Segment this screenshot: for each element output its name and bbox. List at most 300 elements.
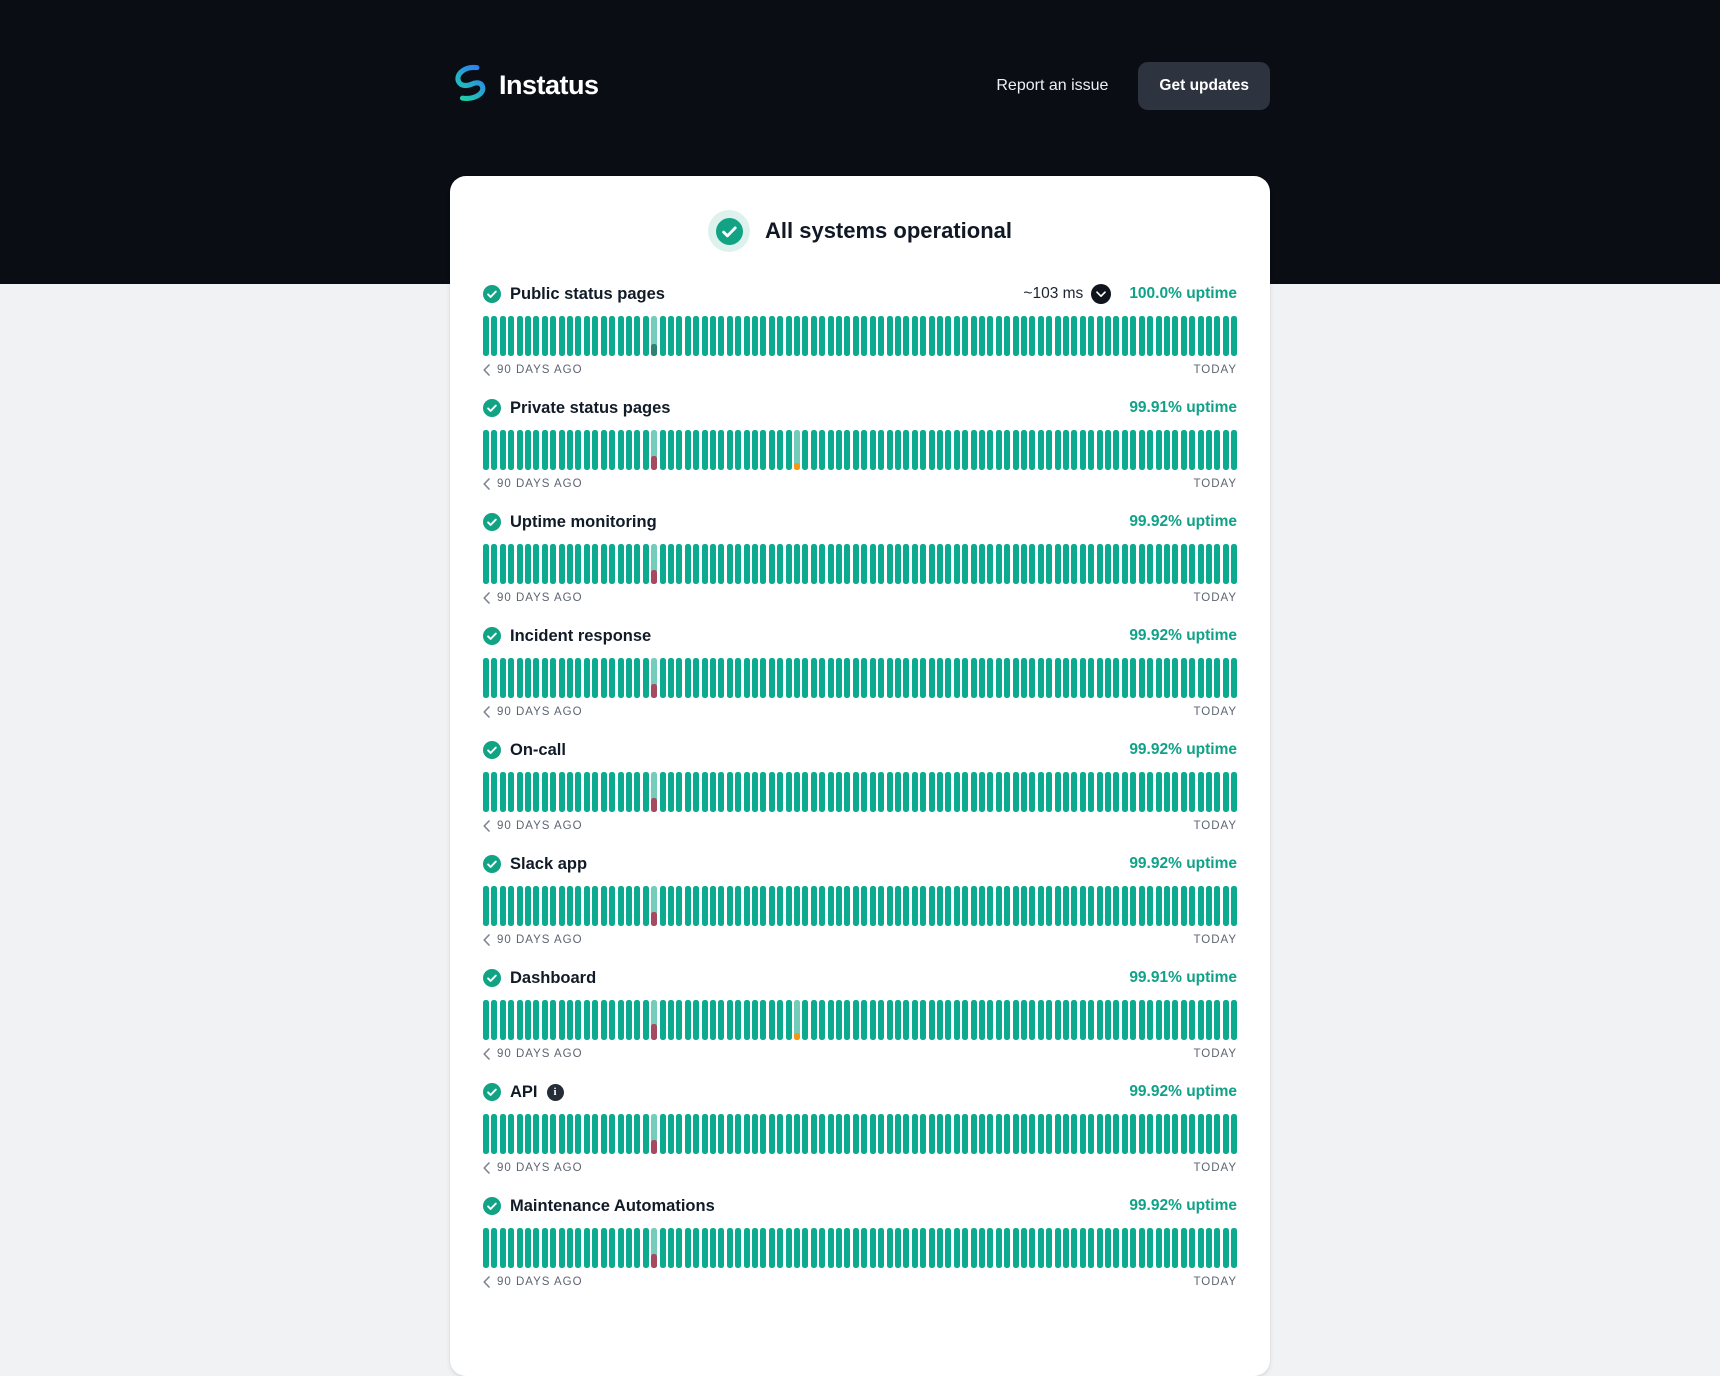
uptime-day-bar[interactable]: [1139, 1228, 1145, 1268]
uptime-day-bar[interactable]: [802, 1000, 808, 1040]
uptime-day-bar[interactable]: [777, 430, 783, 470]
uptime-day-bar[interactable]: [735, 316, 741, 356]
uptime-day-bar[interactable]: [1097, 1000, 1103, 1040]
uptime-day-bar[interactable]: [895, 430, 901, 470]
uptime-day-bar[interactable]: [491, 544, 497, 584]
uptime-day-bar[interactable]: [870, 1000, 876, 1040]
uptime-day-bar[interactable]: [1156, 886, 1162, 926]
uptime-day-bar[interactable]: [1046, 1000, 1052, 1040]
uptime-day-bar[interactable]: [584, 544, 590, 584]
uptime-day-bar[interactable]: [1113, 1000, 1119, 1040]
uptime-day-bar[interactable]: [702, 430, 708, 470]
uptime-day-bar[interactable]: [542, 886, 548, 926]
uptime-day-bar[interactable]: [500, 658, 506, 698]
uptime-day-bar[interactable]: [592, 316, 598, 356]
uptime-day-bar[interactable]: [517, 772, 523, 812]
uptime-day-bar[interactable]: [786, 1000, 792, 1040]
uptime-day-bar[interactable]: [1004, 430, 1010, 470]
uptime-day-bar[interactable]: [651, 430, 657, 470]
uptime-day-bar[interactable]: [895, 1000, 901, 1040]
uptime-day-bar[interactable]: [1164, 316, 1170, 356]
uptime-day-bar[interactable]: [962, 544, 968, 584]
uptime-day-bar[interactable]: [819, 544, 825, 584]
uptime-day-bar[interactable]: [811, 1114, 817, 1154]
chevron-left-icon[interactable]: [483, 1276, 490, 1288]
uptime-day-bar[interactable]: [727, 886, 733, 926]
uptime-day-bar[interactable]: [626, 658, 632, 698]
uptime-day-bar[interactable]: [1122, 772, 1128, 812]
uptime-day-bar[interactable]: [1156, 658, 1162, 698]
uptime-day-bar[interactable]: [954, 1114, 960, 1154]
uptime-day-bar[interactable]: [920, 430, 926, 470]
uptime-day-bar[interactable]: [1181, 544, 1187, 584]
uptime-day-bar[interactable]: [1088, 544, 1094, 584]
uptime-day-bar[interactable]: [819, 658, 825, 698]
uptime-day-bar[interactable]: [660, 1000, 666, 1040]
uptime-day-bar[interactable]: [643, 1000, 649, 1040]
uptime-day-bar[interactable]: [1029, 658, 1035, 698]
uptime-day-bar[interactable]: [987, 886, 993, 926]
uptime-day-bar[interactable]: [987, 430, 993, 470]
uptime-day-bar[interactable]: [1139, 772, 1145, 812]
uptime-day-bar[interactable]: [920, 316, 926, 356]
uptime-day-bar[interactable]: [987, 1114, 993, 1154]
uptime-day-bar[interactable]: [559, 1228, 565, 1268]
uptime-day-bar[interactable]: [634, 1228, 640, 1268]
uptime-day-bar[interactable]: [870, 1228, 876, 1268]
uptime-day-bar[interactable]: [811, 772, 817, 812]
uptime-day-bar[interactable]: [1130, 430, 1136, 470]
uptime-day-bar[interactable]: [979, 316, 985, 356]
uptime-day-bar[interactable]: [550, 658, 556, 698]
uptime-day-bar[interactable]: [618, 1000, 624, 1040]
uptime-day-bar[interactable]: [760, 430, 766, 470]
uptime-day-bar[interactable]: [1071, 544, 1077, 584]
uptime-day-bar[interactable]: [887, 772, 893, 812]
uptime-day-bar[interactable]: [542, 1228, 548, 1268]
uptime-day-bar[interactable]: [626, 1000, 632, 1040]
uptime-day-bar[interactable]: [1080, 1000, 1086, 1040]
chevron-left-icon[interactable]: [483, 1048, 490, 1060]
uptime-day-bar[interactable]: [769, 658, 775, 698]
chevron-left-icon[interactable]: [483, 364, 490, 376]
uptime-day-bar[interactable]: [777, 1000, 783, 1040]
uptime-day-bar[interactable]: [718, 430, 724, 470]
uptime-day-bar[interactable]: [945, 772, 951, 812]
uptime-day-bar[interactable]: [693, 430, 699, 470]
uptime-day-bar[interactable]: [1113, 886, 1119, 926]
uptime-day-bar[interactable]: [752, 772, 758, 812]
uptime-day-bar[interactable]: [575, 1114, 581, 1154]
uptime-day-bar[interactable]: [1046, 1228, 1052, 1268]
uptime-day-bar[interactable]: [1147, 1114, 1153, 1154]
uptime-day-bar[interactable]: [618, 1228, 624, 1268]
uptime-day-bar[interactable]: [853, 1000, 859, 1040]
uptime-day-bar[interactable]: [1147, 316, 1153, 356]
uptime-day-bar[interactable]: [559, 1114, 565, 1154]
uptime-day-bar[interactable]: [786, 430, 792, 470]
uptime-day-bar[interactable]: [517, 544, 523, 584]
uptime-day-bar[interactable]: [1139, 658, 1145, 698]
uptime-day-bar[interactable]: [735, 772, 741, 812]
uptime-day-bar[interactable]: [887, 886, 893, 926]
uptime-day-bar[interactable]: [1198, 430, 1204, 470]
uptime-day-bar[interactable]: [702, 1114, 708, 1154]
uptime-day-bar[interactable]: [1189, 316, 1195, 356]
uptime-day-bar[interactable]: [668, 886, 674, 926]
uptime-day-bar[interactable]: [1055, 1228, 1061, 1268]
uptime-day-bar[interactable]: [870, 886, 876, 926]
uptime-day-bar[interactable]: [1214, 316, 1220, 356]
uptime-day-bar[interactable]: [1055, 316, 1061, 356]
uptime-day-bar[interactable]: [769, 316, 775, 356]
uptime-day-bar[interactable]: [1139, 544, 1145, 584]
uptime-day-bar[interactable]: [592, 1228, 598, 1268]
uptime-day-bar[interactable]: [592, 658, 598, 698]
uptime-day-bar[interactable]: [483, 772, 489, 812]
uptime-day-bar[interactable]: [508, 430, 514, 470]
uptime-day-bar[interactable]: [1088, 1000, 1094, 1040]
uptime-day-bar[interactable]: [1071, 1000, 1077, 1040]
uptime-day-bar[interactable]: [1172, 1114, 1178, 1154]
uptime-day-bar[interactable]: [1046, 886, 1052, 926]
uptime-day-bar[interactable]: [786, 886, 792, 926]
uptime-day-bar[interactable]: [752, 430, 758, 470]
uptime-day-bar[interactable]: [601, 772, 607, 812]
uptime-day-bar[interactable]: [760, 544, 766, 584]
uptime-day-bar[interactable]: [1105, 658, 1111, 698]
uptime-day-bar[interactable]: [744, 1000, 750, 1040]
uptime-day-bar[interactable]: [861, 1000, 867, 1040]
uptime-day-bar[interactable]: [945, 658, 951, 698]
uptime-day-bar[interactable]: [1181, 772, 1187, 812]
uptime-day-bar[interactable]: [1080, 430, 1086, 470]
uptime-day-bar[interactable]: [651, 772, 657, 812]
uptime-day-bar[interactable]: [794, 316, 800, 356]
uptime-day-bar[interactable]: [651, 886, 657, 926]
uptime-day-bar[interactable]: [1147, 430, 1153, 470]
uptime-day-bar[interactable]: [836, 430, 842, 470]
uptime-day-bar[interactable]: [533, 1228, 539, 1268]
uptime-day-bar[interactable]: [626, 544, 632, 584]
uptime-day-bar[interactable]: [525, 1228, 531, 1268]
uptime-day-bar[interactable]: [727, 544, 733, 584]
uptime-day-bar[interactable]: [887, 430, 893, 470]
uptime-day-bar[interactable]: [844, 544, 850, 584]
uptime-day-bar[interactable]: [517, 658, 523, 698]
uptime-day-bar[interactable]: [802, 1114, 808, 1154]
uptime-day-bar[interactable]: [735, 658, 741, 698]
uptime-day-bar[interactable]: [651, 658, 657, 698]
uptime-day-bar[interactable]: [491, 772, 497, 812]
uptime-day-bar[interactable]: [710, 1228, 716, 1268]
uptime-day-bar[interactable]: [996, 1114, 1002, 1154]
uptime-day-bar[interactable]: [508, 658, 514, 698]
uptime-day-bar[interactable]: [1004, 658, 1010, 698]
uptime-day-bar[interactable]: [811, 658, 817, 698]
uptime-day-bar[interactable]: [1122, 658, 1128, 698]
uptime-day-bar[interactable]: [1223, 316, 1229, 356]
uptime-day-bar[interactable]: [962, 658, 968, 698]
uptime-day-bar[interactable]: [567, 1228, 573, 1268]
uptime-day-bar[interactable]: [525, 1000, 531, 1040]
uptime-day-bar[interactable]: [727, 772, 733, 812]
uptime-day-bar[interactable]: [634, 658, 640, 698]
uptime-day-bar[interactable]: [1147, 772, 1153, 812]
uptime-day-bar[interactable]: [1130, 772, 1136, 812]
uptime-day-bar[interactable]: [1105, 430, 1111, 470]
uptime-day-bar[interactable]: [836, 1228, 842, 1268]
uptime-day-bar[interactable]: [1214, 430, 1220, 470]
uptime-day-bar[interactable]: [1156, 1000, 1162, 1040]
uptime-day-bar[interactable]: [752, 886, 758, 926]
uptime-day-bar[interactable]: [878, 658, 884, 698]
uptime-day-bar[interactable]: [567, 1000, 573, 1040]
uptime-day-bar[interactable]: [1122, 1114, 1128, 1154]
uptime-day-bar[interactable]: [1063, 544, 1069, 584]
uptime-day-bar[interactable]: [1088, 772, 1094, 812]
uptime-day-bar[interactable]: [1021, 544, 1027, 584]
uptime-day-bar[interactable]: [559, 1000, 565, 1040]
uptime-day-bar[interactable]: [542, 544, 548, 584]
uptime-day-bar[interactable]: [1189, 658, 1195, 698]
uptime-day-bar[interactable]: [1038, 1114, 1044, 1154]
uptime-day-bar[interactable]: [710, 1000, 716, 1040]
uptime-day-bar[interactable]: [752, 1000, 758, 1040]
uptime-day-bar[interactable]: [1214, 1114, 1220, 1154]
uptime-day-bar[interactable]: [1164, 544, 1170, 584]
uptime-day-bar[interactable]: [533, 430, 539, 470]
uptime-day-bar[interactable]: [777, 886, 783, 926]
uptime-day-bar[interactable]: [727, 316, 733, 356]
uptime-day-bar[interactable]: [1147, 886, 1153, 926]
uptime-day-bar[interactable]: [693, 544, 699, 584]
uptime-day-bar[interactable]: [1071, 886, 1077, 926]
uptime-day-bar[interactable]: [861, 1228, 867, 1268]
uptime-day-bar[interactable]: [1181, 316, 1187, 356]
uptime-day-bar[interactable]: [735, 1000, 741, 1040]
uptime-day-bar[interactable]: [769, 772, 775, 812]
chevron-left-icon[interactable]: [483, 934, 490, 946]
uptime-day-bar[interactable]: [643, 658, 649, 698]
uptime-day-bar[interactable]: [1071, 1114, 1077, 1154]
uptime-day-bar[interactable]: [525, 658, 531, 698]
uptime-day-bar[interactable]: [525, 316, 531, 356]
get-updates-button[interactable]: Get updates: [1138, 62, 1270, 110]
uptime-day-bar[interactable]: [1071, 430, 1077, 470]
uptime-day-bar[interactable]: [870, 316, 876, 356]
uptime-day-bar[interactable]: [811, 886, 817, 926]
uptime-day-bar[interactable]: [1189, 1228, 1195, 1268]
uptime-day-bar[interactable]: [727, 430, 733, 470]
uptime-day-bar[interactable]: [685, 772, 691, 812]
uptime-day-bar[interactable]: [996, 544, 1002, 584]
uptime-day-bar[interactable]: [710, 886, 716, 926]
uptime-day-bar[interactable]: [744, 1228, 750, 1268]
uptime-day-bar[interactable]: [710, 658, 716, 698]
uptime-day-bar[interactable]: [954, 658, 960, 698]
uptime-day-bar[interactable]: [483, 544, 489, 584]
uptime-day-bar[interactable]: [844, 658, 850, 698]
uptime-day-bar[interactable]: [483, 1228, 489, 1268]
uptime-day-bar[interactable]: [1038, 1228, 1044, 1268]
uptime-day-bar[interactable]: [1105, 316, 1111, 356]
uptime-day-bar[interactable]: [567, 772, 573, 812]
uptime-day-bar[interactable]: [853, 316, 859, 356]
uptime-day-bar[interactable]: [903, 544, 909, 584]
uptime-day-bar[interactable]: [483, 430, 489, 470]
uptime-day-bar[interactable]: [517, 1228, 523, 1268]
uptime-day-bar[interactable]: [777, 316, 783, 356]
uptime-day-bar[interactable]: [853, 1114, 859, 1154]
uptime-day-bar[interactable]: [1139, 316, 1145, 356]
uptime-day-bar[interactable]: [685, 1000, 691, 1040]
uptime-day-bar[interactable]: [870, 430, 876, 470]
uptime-day-bar[interactable]: [500, 772, 506, 812]
uptime-day-bar[interactable]: [1164, 886, 1170, 926]
uptime-day-bar[interactable]: [895, 658, 901, 698]
uptime-day-bar[interactable]: [752, 1228, 758, 1268]
uptime-day-bar[interactable]: [735, 430, 741, 470]
uptime-day-bar[interactable]: [1021, 1228, 1027, 1268]
uptime-day-bar[interactable]: [1214, 886, 1220, 926]
uptime-day-bar[interactable]: [1080, 658, 1086, 698]
uptime-day-bar[interactable]: [685, 316, 691, 356]
uptime-day-bar[interactable]: [954, 772, 960, 812]
uptime-day-bar[interactable]: [945, 544, 951, 584]
uptime-day-bar[interactable]: [668, 430, 674, 470]
uptime-day-bar[interactable]: [836, 886, 842, 926]
uptime-day-bar[interactable]: [693, 772, 699, 812]
uptime-day-bar[interactable]: [1038, 886, 1044, 926]
uptime-day-bar[interactable]: [559, 886, 565, 926]
uptime-day-bar[interactable]: [609, 316, 615, 356]
uptime-day-bar[interactable]: [760, 1228, 766, 1268]
uptime-day-bar[interactable]: [651, 544, 657, 584]
uptime-day-bar[interactable]: [491, 658, 497, 698]
chevron-left-icon[interactable]: [483, 592, 490, 604]
uptime-day-bar[interactable]: [744, 544, 750, 584]
uptime-day-bar[interactable]: [1223, 1228, 1229, 1268]
uptime-day-bar[interactable]: [954, 886, 960, 926]
uptime-day-bar[interactable]: [592, 544, 598, 584]
uptime-day-bar[interactable]: [735, 886, 741, 926]
uptime-day-bar[interactable]: [1055, 886, 1061, 926]
uptime-day-bar[interactable]: [1013, 316, 1019, 356]
uptime-day-bar[interactable]: [508, 1114, 514, 1154]
uptime-day-bar[interactable]: [1046, 658, 1052, 698]
uptime-day-bar[interactable]: [752, 544, 758, 584]
uptime-day-bar[interactable]: [559, 316, 565, 356]
uptime-day-bar[interactable]: [760, 772, 766, 812]
uptime-day-bar[interactable]: [584, 886, 590, 926]
uptime-day-bar[interactable]: [676, 772, 682, 812]
uptime-day-bar[interactable]: [1097, 544, 1103, 584]
uptime-day-bar[interactable]: [937, 544, 943, 584]
uptime-day-bar[interactable]: [567, 316, 573, 356]
uptime-day-bar[interactable]: [660, 430, 666, 470]
uptime-day-bar[interactable]: [887, 1228, 893, 1268]
uptime-day-bar[interactable]: [1206, 658, 1212, 698]
uptime-day-bar[interactable]: [668, 544, 674, 584]
uptime-day-bar[interactable]: [643, 430, 649, 470]
uptime-day-bar[interactable]: [979, 772, 985, 812]
uptime-day-bar[interactable]: [1029, 430, 1035, 470]
uptime-day-bar[interactable]: [937, 316, 943, 356]
uptime-day-bar[interactable]: [1156, 316, 1162, 356]
uptime-day-bar[interactable]: [643, 772, 649, 812]
uptime-day-bar[interactable]: [769, 1228, 775, 1268]
uptime-day-bar[interactable]: [542, 1000, 548, 1040]
uptime-day-bar[interactable]: [786, 658, 792, 698]
uptime-day-bar[interactable]: [525, 1114, 531, 1154]
uptime-day-bar[interactable]: [1021, 316, 1027, 356]
uptime-day-bar[interactable]: [844, 1114, 850, 1154]
uptime-day-bar[interactable]: [525, 430, 531, 470]
uptime-day-bar[interactable]: [660, 544, 666, 584]
report-issue-link[interactable]: Report an issue: [996, 76, 1109, 94]
uptime-day-bar[interactable]: [525, 886, 531, 926]
uptime-day-bar[interactable]: [601, 1114, 607, 1154]
uptime-day-bar[interactable]: [550, 772, 556, 812]
uptime-day-bar[interactable]: [794, 886, 800, 926]
uptime-day-bar[interactable]: [979, 1228, 985, 1268]
uptime-day-bar[interactable]: [584, 772, 590, 812]
uptime-day-bar[interactable]: [1013, 658, 1019, 698]
uptime-day-bar[interactable]: [592, 772, 598, 812]
uptime-day-bar[interactable]: [676, 658, 682, 698]
uptime-day-bar[interactable]: [525, 544, 531, 584]
uptime-day-bar[interactable]: [508, 886, 514, 926]
uptime-day-bar[interactable]: [575, 772, 581, 812]
uptime-day-bar[interactable]: [567, 658, 573, 698]
uptime-day-bar[interactable]: [819, 772, 825, 812]
chevron-left-icon[interactable]: [483, 706, 490, 718]
uptime-day-bar[interactable]: [710, 544, 716, 584]
uptime-day-bar[interactable]: [693, 1114, 699, 1154]
uptime-day-bar[interactable]: [1105, 1114, 1111, 1154]
uptime-day-bar[interactable]: [1223, 430, 1229, 470]
uptime-day-bar[interactable]: [1088, 1228, 1094, 1268]
uptime-day-bar[interactable]: [1088, 658, 1094, 698]
uptime-day-bar[interactable]: [937, 1228, 943, 1268]
uptime-day-bar[interactable]: [702, 772, 708, 812]
uptime-day-bar[interactable]: [500, 1228, 506, 1268]
uptime-day-bar[interactable]: [1189, 772, 1195, 812]
uptime-day-bar[interactable]: [718, 658, 724, 698]
uptime-day-bar[interactable]: [1004, 1000, 1010, 1040]
uptime-day-bar[interactable]: [718, 316, 724, 356]
uptime-day-bar[interactable]: [1038, 658, 1044, 698]
uptime-day-bar[interactable]: [760, 886, 766, 926]
uptime-day-bar[interactable]: [903, 1228, 909, 1268]
uptime-day-bar[interactable]: [929, 430, 935, 470]
uptime-day-bar[interactable]: [609, 658, 615, 698]
uptime-day-bar[interactable]: [920, 886, 926, 926]
uptime-day-bar[interactable]: [802, 544, 808, 584]
uptime-day-bar[interactable]: [1231, 1228, 1237, 1268]
uptime-day-bar[interactable]: [1105, 1000, 1111, 1040]
uptime-day-bar[interactable]: [802, 772, 808, 812]
chevron-left-icon[interactable]: [483, 1162, 490, 1174]
uptime-day-bar[interactable]: [1147, 1000, 1153, 1040]
uptime-day-bar[interactable]: [609, 1114, 615, 1154]
uptime-day-bar[interactable]: [895, 316, 901, 356]
uptime-day-bar[interactable]: [1172, 316, 1178, 356]
uptime-day-bar[interactable]: [500, 544, 506, 584]
uptime-day-bar[interactable]: [1181, 658, 1187, 698]
uptime-day-bar[interactable]: [1038, 772, 1044, 812]
